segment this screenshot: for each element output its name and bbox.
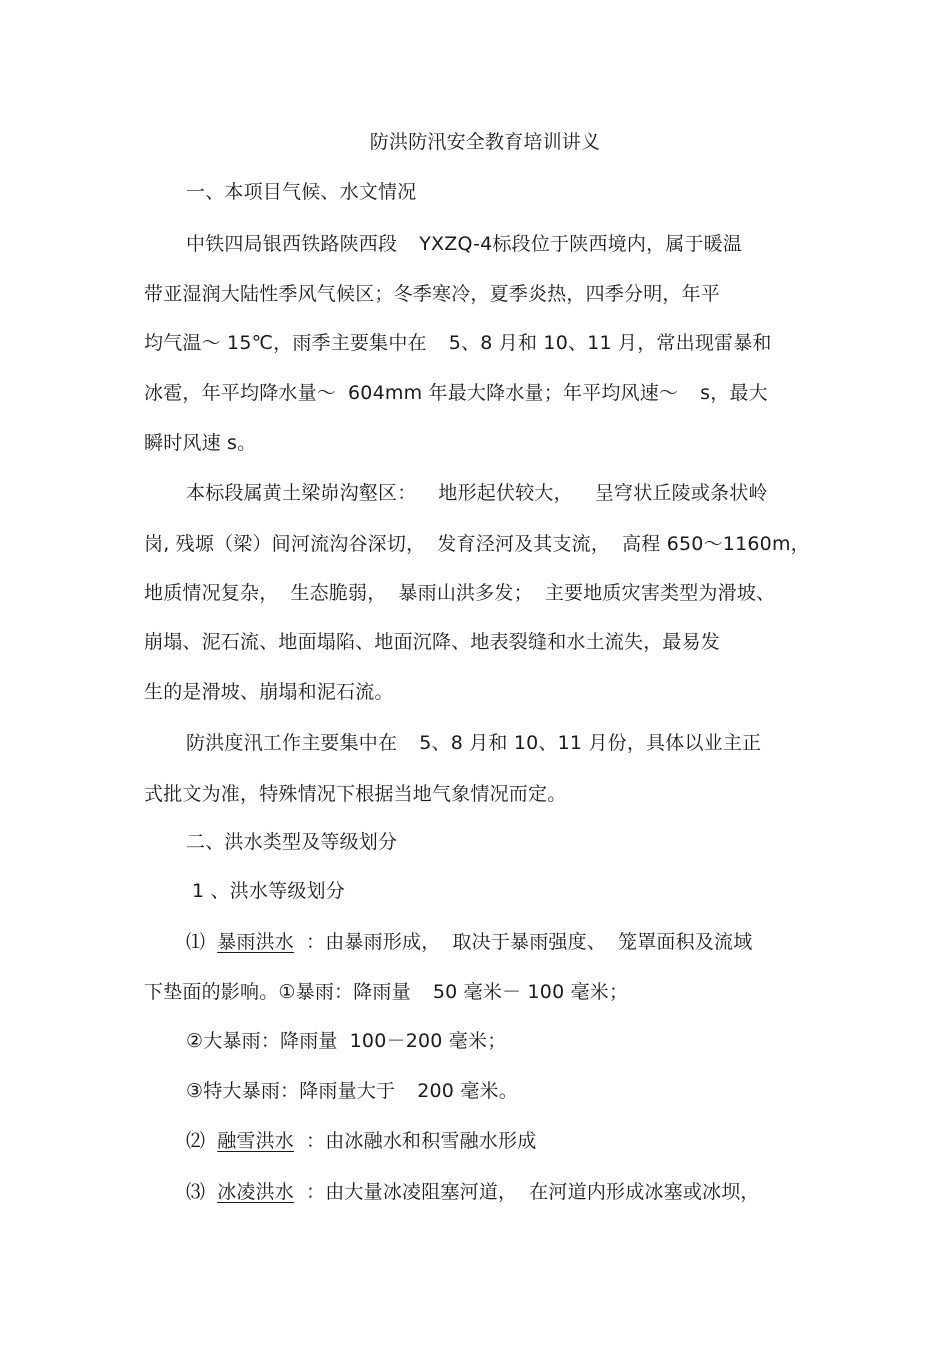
text-run: YXZQ-4标段位于陕西境内，属于暖温	[419, 233, 743, 255]
text-run: 604mm 年最大降水量；年平均风速～	[348, 382, 679, 404]
para-2-line-4: 崩塌、泥石流、地面塌陷、地面沉降、地表裂缝和水土流失，最易发	[144, 631, 721, 653]
text-run: 100－200 毫米；	[349, 1030, 507, 1052]
para-3-line-2: 式批文为准，特殊情况下根据当地气象情况而定。	[144, 783, 567, 805]
section-2-heading: 二、洪水类型及等级划分	[186, 831, 398, 853]
text-run: 5、8 月和 10、11 月，常出现雷暴和	[448, 332, 772, 354]
section-1-heading: 一、本项目气候、水文情况	[186, 181, 417, 203]
text-run: 主要地质灾害类型为滑坡、	[544, 582, 776, 604]
text-run: 防洪度汛工作主要集中在	[186, 732, 398, 754]
para-1-line-2: 带亚湿润大陆性季风气候区；冬季寒冷，夏季炎热，四季分明，年平	[144, 283, 721, 305]
para-3-line-1	[186, 731, 761, 755]
para-1-line-5: 瞬时风速 s。	[144, 432, 257, 454]
text-run: ②大暴雨：降雨量	[186, 1030, 338, 1052]
para-1-line-4	[144, 381, 768, 405]
item-1-line-1	[186, 930, 752, 954]
text-run: 下垫面的影响。①暴雨：降雨量	[144, 981, 411, 1003]
term-ice-flood: 冰凌洪水	[217, 1181, 295, 1203]
text-run: 中铁四局银西铁路陕西段	[186, 233, 398, 255]
text-run: ：由大量冰凌阻塞河道，	[306, 1181, 518, 1203]
text-run: 生态脆弱，	[290, 582, 387, 604]
term-rainstorm-flood: 暴雨洪水	[217, 931, 295, 953]
text-run: 呈穹状丘陵或条状岭	[594, 482, 768, 504]
text-run: 笼罩面积及流域	[618, 931, 753, 953]
item-2-line-1	[186, 1129, 536, 1153]
text-run: 50 毫米－ 100 毫米；	[432, 981, 629, 1003]
document-title: 防洪防汛安全教育培训讲义	[369, 131, 601, 153]
term-snowmelt-flood: 融雪洪水	[217, 1130, 295, 1152]
text-run: 200 毫米。	[417, 1080, 518, 1102]
text-run: 在河道内形成冰塞或冰坝，	[529, 1181, 760, 1203]
text-run: 冰雹，年平均降水量～	[144, 382, 337, 404]
item-1-line-2	[144, 980, 628, 1004]
text-run: 高程 650～1160m，	[622, 533, 810, 555]
item-number: ⑶	[186, 1181, 206, 1203]
item-number: ⑴	[186, 931, 206, 953]
item-number: ⑵	[186, 1130, 206, 1152]
para-2-line-1	[186, 481, 768, 505]
item-1-line-4	[186, 1079, 518, 1103]
para-2-line-5: 生的是滑坡、崩塌和泥石流。	[144, 681, 394, 703]
text-run: s，最大	[700, 382, 768, 404]
text-run: 地形起伏较大，	[438, 482, 573, 504]
text-run: 5、8 月和 10、11 月份，具体以业主正	[419, 732, 762, 754]
text-run: 本标段属黄土梁峁沟壑区：	[186, 482, 417, 504]
subsection-1-heading: 1 、洪水等级划分	[192, 880, 345, 902]
text-run: ：由冰融水和积雪融水形成	[306, 1130, 537, 1152]
item-3-line-1	[186, 1180, 760, 1204]
item-1-line-3	[186, 1029, 506, 1053]
para-2-line-2	[144, 532, 810, 556]
para-1-line-1	[186, 232, 742, 256]
text-run: ③特大暴雨：降雨量大于	[186, 1080, 396, 1102]
para-2-line-3	[144, 581, 775, 605]
para-1-line-3	[144, 331, 772, 355]
text-run: 地质情况复杂，	[144, 582, 279, 604]
text-run: ：由暴雨形成，	[306, 931, 441, 953]
text-run: 取决于暴雨强度、	[452, 931, 607, 953]
text-run: 发育泾河及其支流，	[437, 533, 611, 555]
text-run: 岗, 残塬（梁）间河流沟谷深切，	[144, 533, 426, 555]
text-run: 暴雨山洪多发；	[398, 582, 533, 604]
text-run: 均气温～ 15℃，雨季主要集中在	[144, 332, 427, 354]
